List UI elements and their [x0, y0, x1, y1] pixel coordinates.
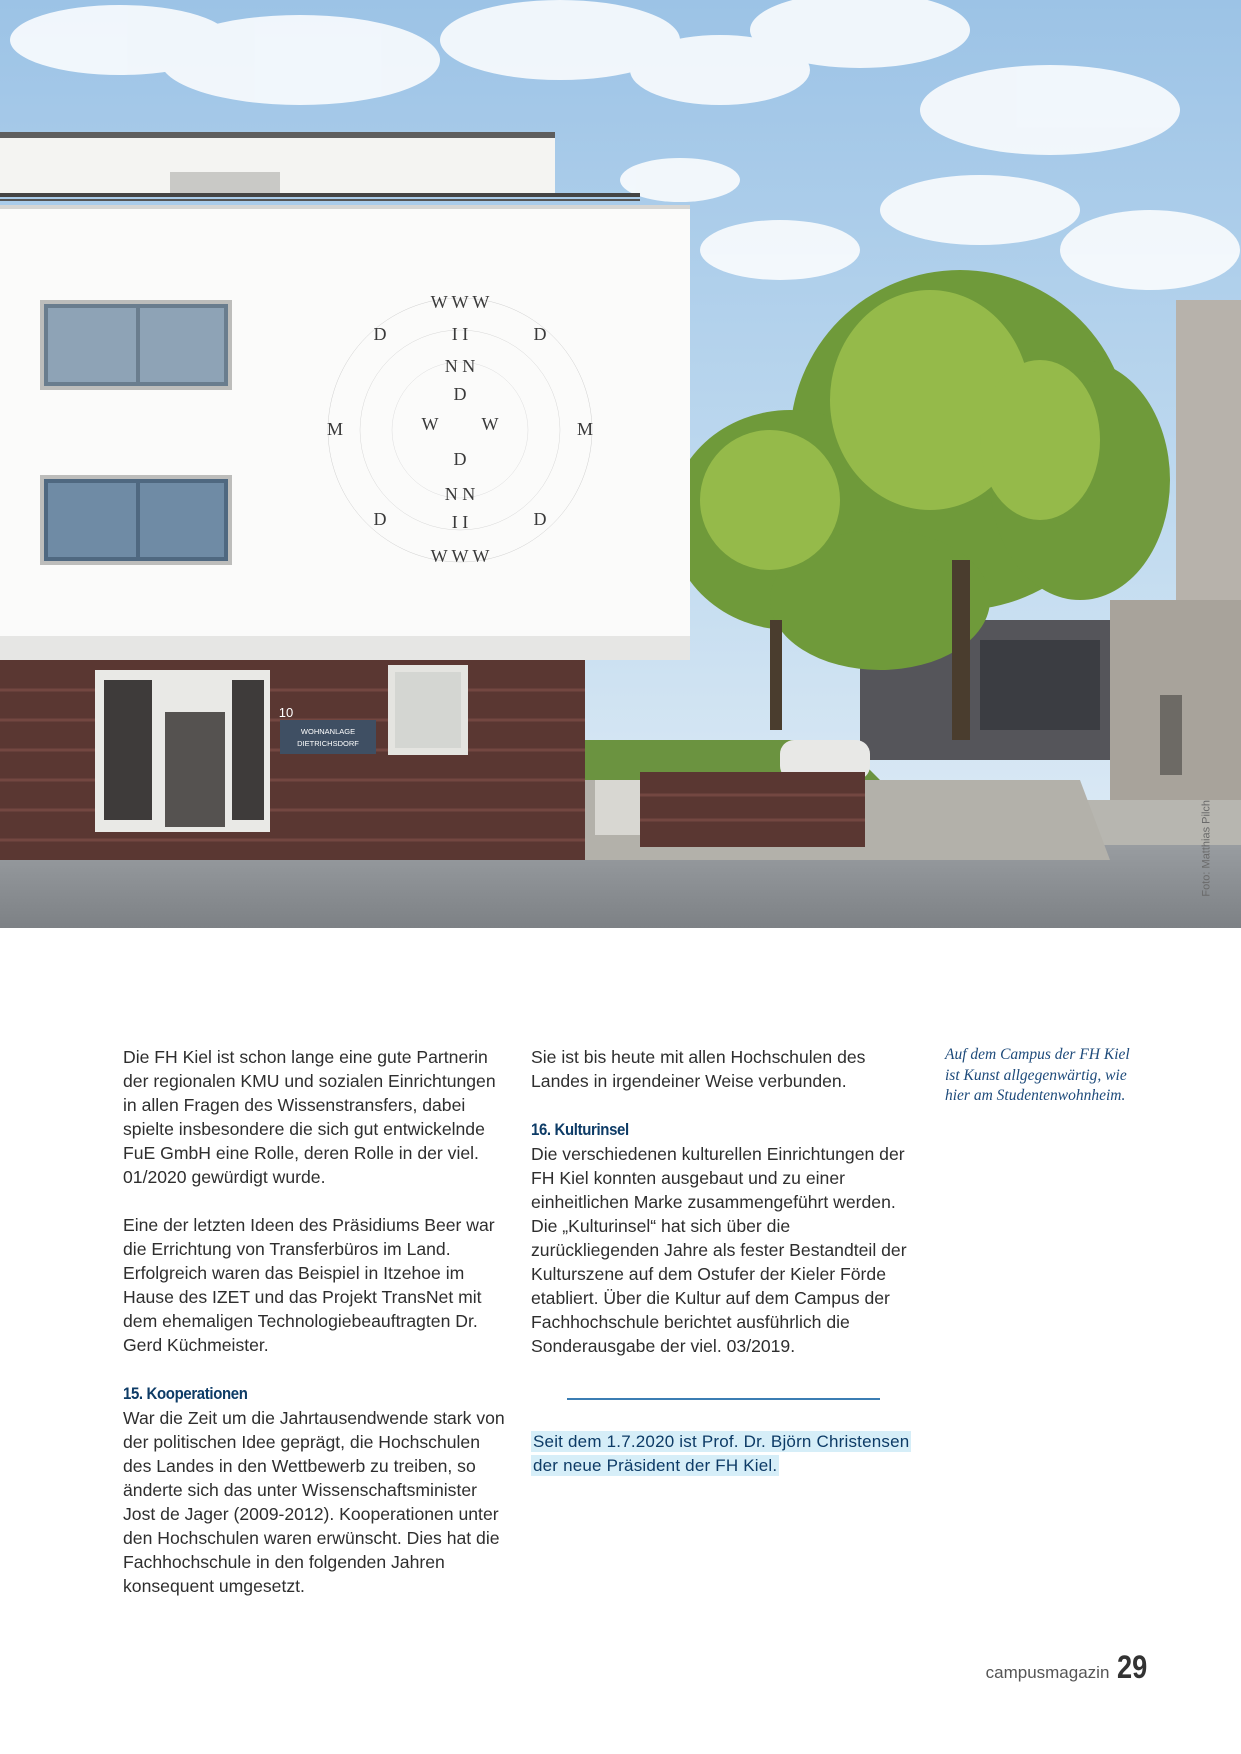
paragraph-hochschulen: Sie ist bis heute mit allen Hochschulen des Landes in irgendeiner Weise verbunden. [531, 1047, 866, 1091]
page-number: 29 [1117, 1649, 1148, 1685]
text-column-2 [531, 1045, 916, 1358]
highlight-text: Seit dem 1.7.2020 ist Prof. Dr. Björn Christensen der neue Präsident der FH Kiel. [533, 1432, 910, 1475]
svg-text:D: D [533, 324, 547, 344]
paragraph-transfer: Die FH Kiel ist schon lange eine gute Partnerin der regionalen KMU und sozialen Einrichtungen in allen Fragen des Wissenstransfers, dabei spielte insbesondere die sich gut entwickelnde FuE GmbH eine Rolle, deren Rolle in der viel. 01/2020 gewürdigt wurde. [123, 1047, 496, 1187]
svg-text:D: D [533, 509, 547, 529]
svg-text:I I: I I [451, 324, 469, 344]
heading-kulturinsel: 16. Kulturinsel [531, 1120, 629, 1139]
page-footer [986, 1649, 1153, 1686]
house-number: 10 [278, 705, 294, 720]
divider-rule [567, 1398, 880, 1400]
svg-text:W: W [481, 414, 499, 434]
svg-text:D: D [373, 509, 387, 529]
svg-text:D: D [453, 449, 467, 469]
svg-text:I I: I I [451, 512, 469, 532]
paragraph-kooperationen: War die Zeit um die Jahrtausendwende stark von der politischen Idee geprägt, die Hochschulen des Landes in den Wettbewerb zu treiben, so änderte sich das unter Wissenschaftsminister Jost de Jager (2009-2012). Kooperationen unter den Hochschulen waren erwünscht. Dies hat die Fachhochschule in den folgenden Jahren konsequent umgesetzt. [123, 1408, 505, 1596]
photo-caption: Auf dem Campus der FH Kiel ist Kunst allgegenwärtig, wie hier am Studentenwohnheim. [945, 1046, 1130, 1104]
photo-credit: Foto: Matthias Pilch [1201, 800, 1213, 897]
svg-text:W W W: W W W [430, 292, 490, 312]
svg-text:D: D [453, 384, 467, 404]
svg-text:N N: N N [444, 356, 476, 376]
sign-line1: WOHNANLAGE [300, 727, 356, 736]
svg-text:M: M [326, 419, 344, 439]
svg-text:W: W [421, 414, 439, 434]
svg-text:M: M [576, 419, 594, 439]
paragraph-kulturinsel: Die verschiedenen kulturellen Einrichtungen der FH Kiel konnten ausgebaut und zu einer einheitlichen Marke zusammengeführt werden. Die „Kulturinsel“ hat sich über die zurückliegenden Jahre als fester Bestandteil der Kulturszene auf dem Ostufer der Kieler Förde etabliert. Über die Kultur auf dem Campus der Fachhochschule berichtet ausführlich die Sonderausgabe der viel. 03/2019. [531, 1144, 907, 1356]
svg-text:W W W: W W W [430, 546, 490, 566]
magazine-name: campusmagazin [985, 1663, 1110, 1682]
highlight-note [531, 1430, 921, 1478]
paragraph-transferbueros: Eine der letzten Ideen des Präsidiums Beer war die Errichtung von Transferbüros im Land. Erfolgreich waren das Beispiel in Itzehoe im Hause des IZET und das Projekt TransNet mit dem ehemaligen Technologiebeauftragten Dr. Gerd Küchmeister. [123, 1215, 495, 1355]
svg-text:D: D [373, 324, 387, 344]
text-column-1 [123, 1045, 508, 1598]
heading-kooperationen: 15. Kooperationen [123, 1384, 248, 1403]
sign-line2: DIETRICHSDORF [297, 739, 359, 748]
svg-text:N N: N N [444, 484, 476, 504]
